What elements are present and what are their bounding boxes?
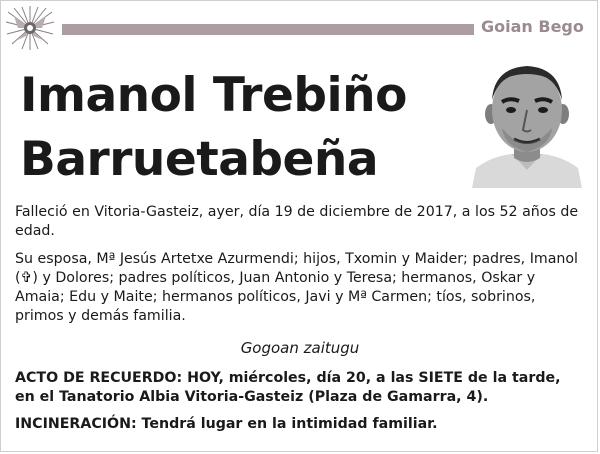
thistle-emblem-icon: [4, 6, 56, 50]
header-bar: [62, 24, 474, 35]
ceremony-text: ACTO DE RECUERDO: HOY, miércoles, día 20, a las SIETE de la tarde, en el Tanatorio Albia Vitoria-Gasteiz (Plaza de Gamarra, 4).: [15, 370, 561, 405]
brand-label: Goian Bego: [481, 17, 584, 36]
portrait-photo: [472, 58, 582, 188]
portrait-illustration: [472, 58, 582, 188]
motto-text: Gogoan zaitugu: [240, 339, 360, 357]
death-notice-text: Falleció en Vitoria-Gasteiz, ayer, día 19 de diciembre de 2017, a los 52 años de edad.: [15, 204, 579, 239]
deceased-name-first-line: Imanol Trebiño: [20, 68, 407, 123]
cremation-text: INCINERACIÓN: Tendrá lugar en la intimidad familiar.: [15, 416, 438, 432]
family-text: Su esposa, Mª Jesús Artetxe Azurmendi; hijos, Txomin y Maider; padres, Imanol (✞) y Dolores; padres políticos, Juan Antonio y Teresa; hermanos, Oskar y Amaia; Edu y Maite; hermanos políticos, Javi y Mª Carmen; tíos, sobrinos, primos y demás familia.: [15, 251, 579, 324]
deceased-name-second-line: Barruetabeña: [20, 132, 379, 187]
